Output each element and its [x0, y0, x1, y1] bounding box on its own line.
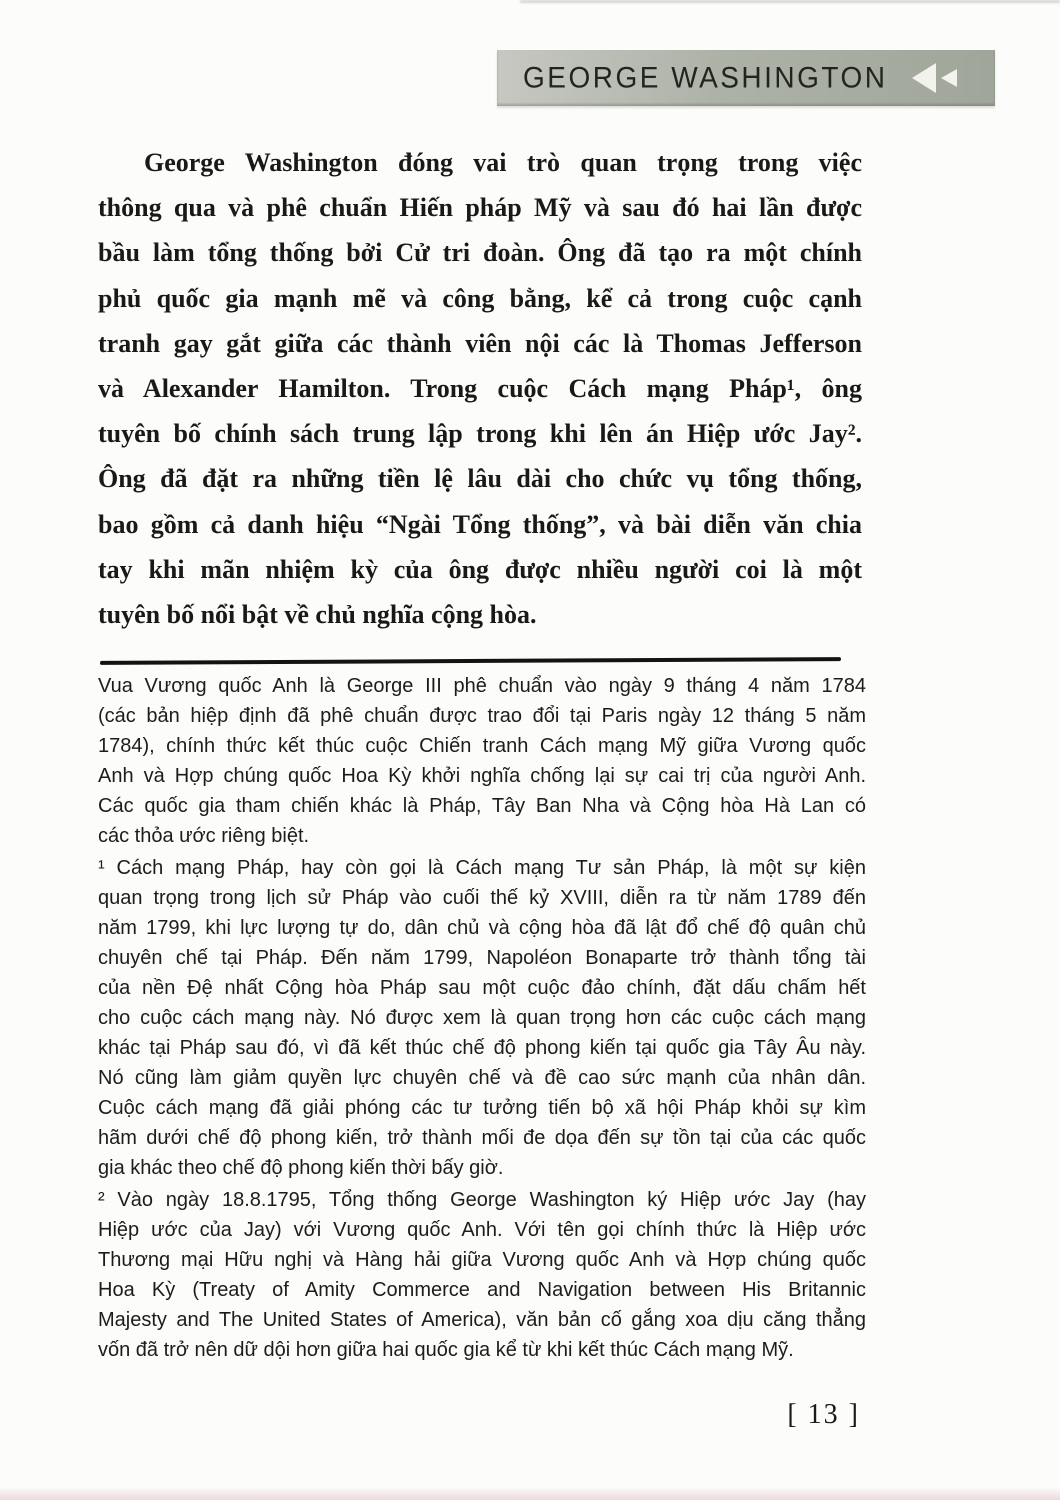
body-text-line: và Alexander Hamilton. Trong cuộc Cách mạng Pháp¹, ông [98, 374, 862, 404]
footnote-line: năm 1799, khi lực lượng tự do, dân chủ và cộng hòa đã lật đổ chế độ quân chủ [98, 917, 866, 939]
footnote-line: Các quốc gia tham chiến khác là Pháp, Tây Ban Nha và Cộng hòa Hà Lan có [98, 795, 866, 817]
body-text-line: George Washington đóng vai trò quan trọng trong việc [144, 148, 862, 177]
footnote-line: ¹ Cách mạng Pháp, hay còn gọi là Cách mạng Tư sản Pháp, là một sự kiện [98, 857, 866, 879]
body-text-line: bầu làm tổng thống bởi Cử tri đoàn. Ông đã tạo ra một chính [98, 238, 862, 268]
chapter-title: GEORGE WASHINGTON [523, 61, 888, 94]
footnote-line: ² Vào ngày 18.8.1795, Tổng thống George Washington ký Hiệp ước Jay (hay [98, 1189, 866, 1211]
footnote-line: Nó cũng làm giảm quyền lực chuyên chế và đề cao sức mạnh của nhân dân. [98, 1067, 866, 1089]
footnote-line: vốn đã trở nên dữ dội hơn giữa hai quốc gia kể từ khi kết thúc Cách mạng Mỹ. [98, 1339, 794, 1361]
body-text-line: phủ quốc gia mạnh mẽ và công bằng, kể cả trong cuộc cạnh [98, 283, 862, 313]
footnote-line: Thương mại Hữu nghị và Hàng hải giữa Vương quốc Anh và Hợp chúng quốc [98, 1249, 866, 1271]
page-number: [ 13 ] [787, 1399, 860, 1430]
footnote-line: Hoa Kỳ (Treaty of Amity Commerce and Navigation between His Britannic [98, 1279, 866, 1301]
body-text-line: bao gồm cả danh hiệu “Ngài Tổng thống”, và bài diễn văn chia [98, 509, 862, 539]
body-text-line: thông qua và phê chuẩn Hiến pháp Mỹ và sau đó hai lần được [98, 193, 862, 223]
double-left-arrow-icon [912, 62, 962, 94]
footnote-line: hãm dưới chế độ phong kiến, trở thành mối đe dọa đến sự tồn tại của các quốc [98, 1127, 866, 1149]
body-text-line: tranh gay gắt giữa các thành viên nội các là Thomas Jefferson [98, 328, 862, 358]
body-text-line: Ông đã đặt ra những tiền lệ lâu dài cho chức vụ tổng thống, [98, 464, 862, 494]
footnote-separator-rule [100, 657, 841, 665]
body-text-line: tuyên bố chính sách trung lập trong khi lên án Hiệp ước Jay². [98, 419, 862, 449]
footnote-line: 1784), chính thức kết thúc cuộc Chiến tranh Cách mạng Mỹ giữa Vương quốc [98, 735, 866, 757]
footnote-line: của nền Đệ nhất Cộng hòa Pháp sau một cuộc đảo chính, đặt dấu chấm hết [98, 977, 866, 999]
chapter-header-bar [497, 50, 995, 106]
scan-artifact-bottom [0, 1487, 1060, 1500]
footnote-line: gia khác theo chế độ phong kiến thời bấy giờ. [98, 1157, 504, 1179]
footnote-line: (các bản hiệp định đã phê chuẩn được trao đổi tại Paris ngày 12 tháng 5 năm [98, 705, 866, 727]
body-text-line: tuyên bố nổi bật về chủ nghĩa cộng hòa. [98, 600, 537, 630]
footnote-line: các thỏa ước riêng biệt. [98, 825, 310, 847]
scan-artifact-top [520, 0, 1060, 3]
footnote-line: Hiệp ước của Jay) với Vương quốc Anh. Với tên gọi chính thức là Hiệp ước [98, 1219, 866, 1241]
footnotes-section [98, 671, 866, 1365]
footnote-line: Anh và Hợp chúng quốc Hoa Kỳ khởi nghĩa chống lại sự cai trị của người Anh. [98, 765, 866, 787]
footnote-block-1 [98, 853, 866, 1183]
footnote-line: Majesty and The United States of America), văn bản cố gắng xoa dịu căng thẳng [98, 1309, 866, 1331]
footnote-line: cho cuộc cách mạng này. Nó được xem là quan trọng hơn các cuộc cách mạng [98, 1007, 866, 1029]
footnote-block-2 [98, 1185, 866, 1365]
body-text-line: tay khi mãn nhiệm kỳ của ông được nhiều người coi là một [98, 554, 862, 584]
footnote-line: khác tại Pháp sau đó, vì đã kết thúc chế độ phong kiến tại quốc gia Tây Âu này. [98, 1037, 866, 1059]
footnote-line: quan trọng trong lịch sử Pháp vào cuối thế kỷ XVIII, diễn ra từ năm 1789 đến [98, 887, 866, 909]
footnote-line: chuyên chế tại Pháp. Đến năm 1799, Napoléon Bonaparte trở thành tổng tài [98, 947, 866, 969]
footnote-line: Cuộc cách mạng đã giải phóng các tư tưởng tiến bộ xã hội Pháp khỏi sự kìm [98, 1097, 866, 1119]
footnote-line: Vua Vương quốc Anh là George III phê chuẩn vào ngày 9 tháng 4 năm 1784 [98, 675, 866, 697]
footnote-block-continuation [98, 671, 866, 851]
main-paragraph [98, 140, 862, 637]
